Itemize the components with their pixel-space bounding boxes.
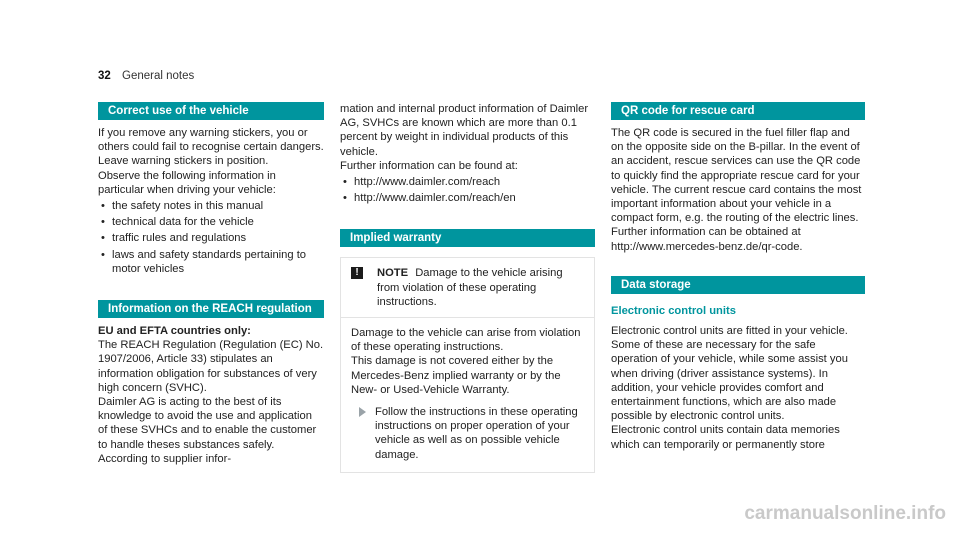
column-1 [98, 102, 324, 466]
action-text: Follow the instructions in these operating instructions on proper operation of your vehicle as well as on possible vehicle damage. [375, 406, 578, 461]
warning-icon: ! [351, 267, 363, 279]
section-title-data-storage: Data storage [611, 276, 865, 294]
paragraph: Daimler AG is acting to the best of its knowledge to avoid the use and application of these SVHCs and to enable the customer to handle theses substances safely. According to supplier infor- [98, 396, 317, 465]
paragraph: Damage to the vehicle can arise from violation of these operating instructions. [351, 327, 581, 354]
section-title-reach: Information on the REACH regulation [98, 300, 324, 318]
page-header [98, 70, 194, 82]
paragraph: Electronic control units contain data memories which can temporarily or permanently store [611, 424, 840, 451]
link-item[interactable]: • http://www.daimler.com/reach [340, 175, 595, 189]
link-item[interactable]: • http://www.daimler.com/reach/en [340, 191, 595, 205]
list-item: • technical data for the vehicle [98, 215, 324, 229]
watermark: carmanualsonline.info [744, 503, 946, 524]
link-list [340, 175, 595, 205]
paragraph: If you remove any warning stickers, you or others could fail to recognise certain dangers. Leave warning stickers in position. [98, 127, 324, 168]
paragraph: This damage is not covered either by the Mercedes-Benz implied warranty or by the New- or Used-Vehicle Warranty. [351, 355, 561, 396]
section-title-implied-warranty: Implied warranty [340, 229, 595, 247]
paragraph: Further information can be obtained at http://www.mercedes-benz.de/qr-code. [611, 226, 803, 253]
notice-label: NOTE [377, 267, 409, 280]
list-item: • laws and safety standards pertaining to motor vehicles [98, 248, 324, 276]
paragraph: Electronic control units are fitted in your vehicle. Some of these are necessary for the safe operation of your vehicle, while some assist you when driving (driver assistance systems). In addition, your vehicle provides comfort and entertainment functions, which are also made possible by electronic control units. [611, 325, 848, 423]
notice-header [341, 258, 594, 317]
action-item [351, 405, 584, 462]
notice-body [341, 317, 594, 472]
paragraph: Further information can be found at: [340, 159, 518, 172]
arrow-icon [359, 407, 366, 417]
column-2 [340, 102, 595, 473]
subheading: Electronic control units [611, 304, 736, 317]
page-number: 32 [98, 70, 111, 82]
column-3 [611, 102, 865, 452]
paragraph: The REACH Regulation (Regulation (EC) No. 1907/2006, Article 33) stipulates an information obligation for substances of very high concern (SVHC). [98, 339, 324, 394]
paragraph: The QR code is secured in the fuel filler flap and on the opposite side on the B-pillar. In the event of an accident, rescue services can use the QR code to quickly find the appropriate rescue card for your vehicle. The current rescue card contains the most important information about your vehicle in a compact form, e.g. the routing of the electric lines. [611, 127, 862, 225]
section-title-qr-code: QR code for rescue card [611, 102, 865, 120]
notice-box [340, 257, 595, 472]
paragraph: mation and internal product information of Daimler AG, SVHCs are known which are more than 0.1 percent by weight in individual products of this vehicle. [340, 103, 589, 158]
page-section-title: General notes [122, 70, 195, 82]
paragraph: Observe the following information in particular when driving your vehicle: [98, 169, 276, 196]
subheading: EU and EFTA countries only: [98, 325, 251, 338]
list-item: • the safety notes in this manual [98, 199, 324, 213]
section-title-correct-use: Correct use of the vehicle [98, 102, 324, 120]
notice-text: Damage to the vehicle arising from violation of these operating instructions. [377, 267, 563, 308]
bullet-list [98, 199, 324, 276]
list-item: • traffic rules and regulations [98, 231, 324, 245]
